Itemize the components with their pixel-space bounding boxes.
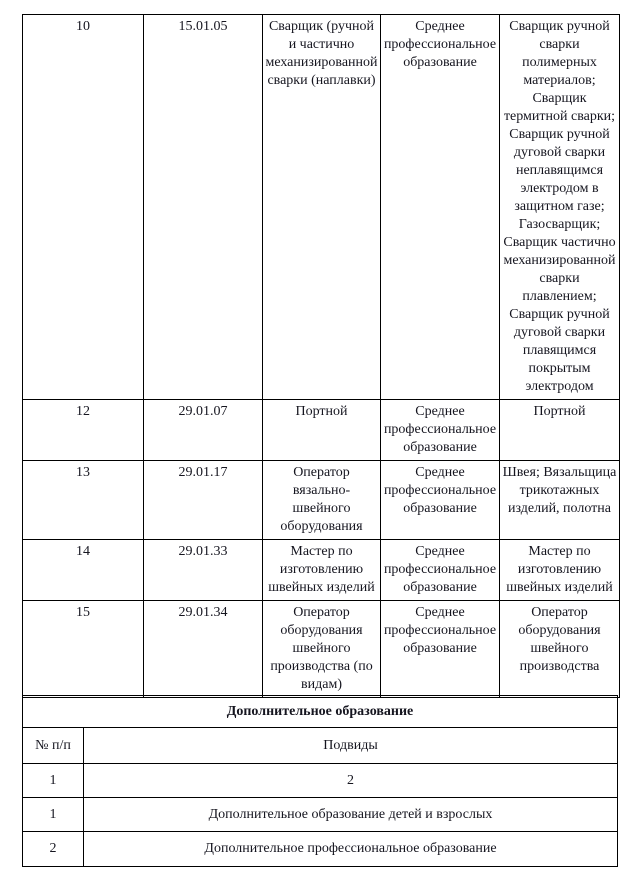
profession-education: Среднее профессиональное образование [381, 461, 500, 540]
column-header-subtypes: Подвиды [84, 728, 618, 764]
profession-code: 15.01.05 [144, 15, 263, 400]
profession-qualifications: Оператор оборудования швейного производства [500, 601, 620, 698]
profession-qualifications: Сварщик ручной сварки полимерных материалов; Сварщик термитной сварки; Сварщик ручной дуговой сварки неплавящимся электродом в защитном газе; Газосварщик; Сварщик частично механизированной сварки плавлением; Сварщик ручной дуговой сварки плавящимся покрытым электродом [500, 15, 620, 400]
profession-name: Оператор оборудования швейного производства (по видам) [263, 601, 381, 698]
profession-qualifications: Швея; Вязальщица трикотажных изделий, полотна [500, 461, 620, 540]
profession-num: 12 [23, 400, 144, 461]
additional-row-num: 2 [23, 832, 84, 867]
additional-row-num: 1 [23, 798, 84, 832]
table-row [23, 832, 618, 867]
profession-num: 10 [23, 15, 144, 400]
column-header-num: № п/п [23, 728, 84, 764]
profession-qualifications: Портной [500, 400, 620, 461]
table-row [23, 15, 620, 400]
profession-name: Портной [263, 400, 381, 461]
index-subtypes: 2 [84, 764, 618, 798]
table-row [23, 461, 620, 540]
table-row [23, 798, 618, 832]
profession-code: 29.01.33 [144, 540, 263, 601]
table-row [23, 400, 620, 461]
profession-code: 29.01.34 [144, 601, 263, 698]
additional-education-table [22, 695, 618, 867]
table-row [23, 601, 620, 698]
table-header-row [23, 728, 618, 764]
additional-row-subtypes: Дополнительное образование детей и взрослых [84, 798, 618, 832]
profession-education: Среднее профессиональное образование [381, 400, 500, 461]
profession-num: 15 [23, 601, 144, 698]
profession-name: Оператор вязально-швейного оборудования [263, 461, 381, 540]
profession-num: 14 [23, 540, 144, 601]
profession-num: 13 [23, 461, 144, 540]
profession-code: 29.01.17 [144, 461, 263, 540]
index-num: 1 [23, 764, 84, 798]
profession-education: Среднее профессиональное образование [381, 540, 500, 601]
additional-row-subtypes: Дополнительное профессиональное образование [84, 832, 618, 867]
additional-education-title: Дополнительное образование [23, 696, 618, 728]
table-index-row [23, 764, 618, 798]
profession-education: Среднее профессиональное образование [381, 601, 500, 698]
profession-code: 29.01.07 [144, 400, 263, 461]
table-title-row [23, 696, 618, 728]
profession-name: Сварщик (ручной и частично механизированной сварки (наплавки) [263, 15, 381, 400]
profession-name: Мастер по изготовлению швейных изделий [263, 540, 381, 601]
professions-table [22, 14, 620, 698]
table-row [23, 540, 620, 601]
profession-education: Среднее профессиональное образование [381, 15, 500, 400]
profession-qualifications: Мастер по изготовлению швейных изделий [500, 540, 620, 601]
